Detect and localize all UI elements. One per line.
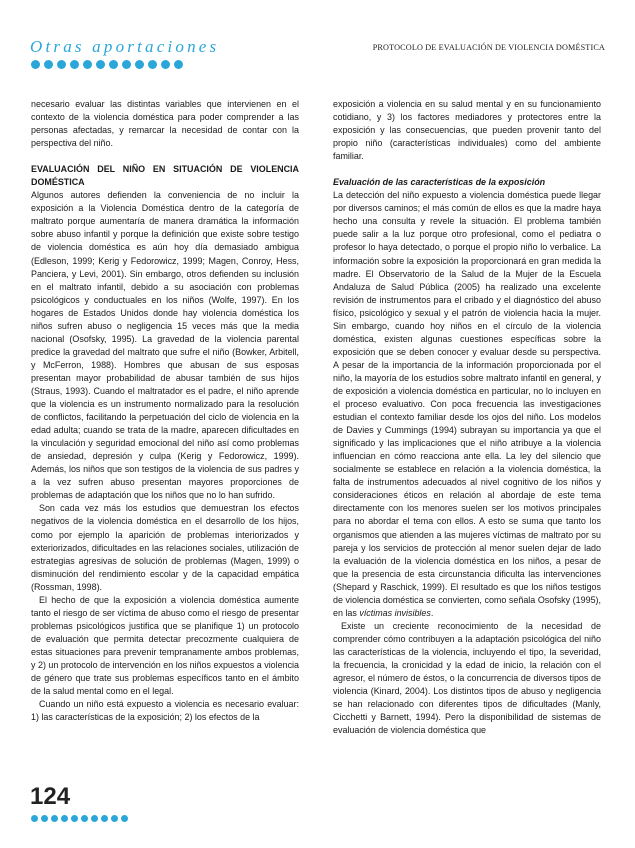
body-paragraph: El hecho de que la exposición a violencia doméstica aumente tanto el riesgo de ser víctima de abuso como el riesgo de presentar problemas psicológicos justifica que se planifique 1) un protocolo de evaluación que permita detectar precozmente cualquiera de estas situaciones para prevenir tempranamente ambos problemas, y 2) un protocolo de intervención en los niños expuestos a violencia de género que trate sus problemas específicos tanto en el ámbito de la salud mental como en el legal. — [31, 594, 299, 697]
decorative-dot-icon — [111, 815, 118, 822]
decorative-dot-icon — [161, 60, 170, 69]
body-text: La detección del niño expuesto a violencia doméstica puede llegar por diversos caminos; el más común de ellos es que la madre haya hecho una consulta y revele la situación. El problema también puede salir a la luz porque otro profesional, como el pediatra o profesor lo haya detectado, o porque el propio niño lo verbalice. La información sobre la exposición la proporcionará en gran medida la madre. El Observatorio de la Salud de la Mujer de la Escuela Andaluza de Salud Pública (2005) ha realizado una excelente revisión de instrumentos para el cribado y el diagnóstico del abuso físico, psicológico y sexual y el patrón de violencia hacia la mujer. Sin embargo, cuando hoy niños en el círculo de la violencia doméstica, existen algunas cuestiones específicas sobre la exposición que se deben conocer y evaluar desde su perspectiva. A pesar de la importancia de la información proporcionada por el niño, la mayoría de los estudios sobre maltrato infantil en general, y de exposición a violencia doméstica en particular, no lo incluyen en el proceso evaluativo. Con poca frecuencia las investigaciones estudian el contexto familiar desde los ojos del niño. Los modelos de Davies y Cummings (1994) subrayan su importancia ya que el significado y las implicaciones que el niño atribuye a la violencia influencian en cómo reacciona ante ella. La ley del silencio que socialmente se establece en relación a la violencia doméstica, la falta de instrumentos adecuados al nivel cognitivo de los niños y consideraciones éticos en relación al abordaje de este tema directamente con los menores suelen ser los motivos principales para no abordar el tema con ellos. A esto se suma que tanto los organismos que atienden a las mujeres víctimas de maltrato por su pareja y los servicios de protección al menor suelen dejar de lado la evaluación de la violencia doméstica en los niños, a pesar de que la presencia de esta circunstancia dificulta las intervenciones (Shepard y Raschick, 1999). El resultado es que los niños testigos de violencia doméstica se convierten, como señala Osofsky (1995), en las — [333, 190, 601, 618]
emphasis-text: víctimas invisibles — [359, 607, 431, 618]
body-paragraph: Existe un creciente reconocimiento de la necesidad de comprender cómo contribuyen a la adaptación psicológica del niño las características de la violencia, incluyendo el tipo, la severidad, la frecuencia, la cronicidad y la edad de inicio, la relación con el agresor, el número de éstos, o la concurrencia de diversos tipos de violencia (Kinard, 2004). Los distintos tipos de abuso y negligencia se han relacionado con diferentes tipos de dificultades (Manly, Cicchetti y Barnett, 1994). Pero la disponibilidad de sistemas de evaluación de violencia doméstica que — [333, 620, 601, 736]
decorative-dot-icon — [109, 60, 118, 69]
decorative-dot-icon — [51, 815, 58, 822]
decorative-dot-icon — [31, 815, 38, 822]
decorative-dot-icon — [135, 60, 144, 69]
left-column — [31, 98, 299, 724]
section-title: Otras aportaciones — [30, 37, 220, 56]
decorative-dot-icon — [81, 815, 88, 822]
decorative-dot-icon — [174, 60, 183, 69]
decorative-dot-icon — [101, 815, 108, 822]
decorative-dot-icon — [96, 60, 105, 69]
decorative-dot-icon — [91, 815, 98, 822]
subsection-heading: Evaluación de las características de la exposición — [333, 177, 546, 188]
right-column — [333, 98, 601, 737]
body-paragraph: Son cada vez más los estudios que demuestran los efectos negativos de la violencia doméstica en el desarrollo de los hijos, como por ejemplo la aparición de problemas interiorizados y exteriorizados, dificultades en las relaciones sociales, utilización de estrategias agresivas de solución de problemas (Magen, 1999) o disminución del rendimiento escolar y de la capacidad empática (Rossman, 1998). — [31, 503, 299, 592]
header-dot-row — [31, 60, 183, 69]
body-text-end: . — [430, 607, 434, 618]
decorative-dot-icon — [31, 60, 40, 69]
decorative-dot-icon — [44, 60, 53, 69]
decorative-dot-icon — [70, 60, 79, 69]
page-number: 124 — [30, 783, 71, 810]
body-paragraph — [333, 189, 601, 620]
decorative-dot-icon — [71, 815, 78, 822]
decorative-dot-icon — [41, 815, 48, 822]
footer-dot-row — [31, 815, 128, 822]
decorative-dot-icon — [57, 60, 66, 69]
decorative-dot-icon — [83, 60, 92, 69]
decorative-dot-icon — [122, 60, 131, 69]
decorative-dot-icon — [121, 815, 128, 822]
decorative-dot-icon — [148, 60, 157, 69]
section-heading: EVALUACIÓN DEL NIÑO EN SITUACIÓN DE VIOLENCIA DOMÉSTICA — [31, 164, 299, 188]
body-paragraph: Algunos autores defienden la conveniencia de no incluir la exposición a la Violencia Doméstica dentro de la categoría de maltrato porque aumentaría de manera dramática la información sobre abuso infantil y porque la definición que existe sobre testigo de violencia doméstica es aún hoy día demasiado ambigua (Edleson, 1999; Kerig y Fedorowicz, 1999; Magen, Conroy, Hess, Panciera, y Levi, 2001). Sin embargo, otros defienden su inclusión en el maltrato infantil, debido a su asociación con problemas psicológicos y conductuales en los niños (Wolfe, 1997). En los hogares de Estados Unidos donde hay violencia doméstica los niños sufren abuso o negligencia 15 veces más que la media nacional (Osofsky, 1995). La gravedad de la violencia parental predice la gravedad del maltrato que sufre el niño (Bowker, Arbitell, y McFerron, 1988). Hombres que abusan de sus esposas presentan mayor probabilidad de abusar también de sus hijos (Straus, 1993). Cuando el maltratador es el padre, el niño aprende que la violencia es un instrumento normalizado para la resolución de conflictos, facilitando la perpetuación del ciclo de violencia en la edad adulta; cuando se trata de la madre, aparecen dificultades en la vinculación y seguridad emocional del niño así como problemas de ansiedad, depresión y culpa (Kerig y Fedorowicz, 1999). Además, los niños que son testigos de la violencia de sus padres y a la vez sufren abuso presentan mayores proporciones de problemas de adaptación que los niños que no lo han sufrido. — [31, 190, 299, 501]
body-paragraph: Cuando un niño está expuesto a violencia es necesario evaluar: 1) las características de la exposición; 2) los efectos de la — [31, 699, 299, 723]
decorative-dot-icon — [61, 815, 68, 822]
intro-paragraph: exposición a violencia en su salud mental y en su funcionamiento cotidiano, y 3) los factores mediadores y protectores entre la exposición y las consecuencias, que pueden provenir tanto del propio niño (características individuales) como del ambiente familiar. — [333, 99, 601, 162]
running-title: PROTOCOLO DE EVALUACIÓN DE VIOLENCIA DOMÉSTICA — [372, 43, 605, 52]
intro-paragraph: necesario evaluar las distintas variables que intervienen en el contexto de la violencia doméstica para poder comprender a las personas afectadas, y remarcar la necesidad de contar con la perspectiva del niño. — [31, 99, 299, 149]
